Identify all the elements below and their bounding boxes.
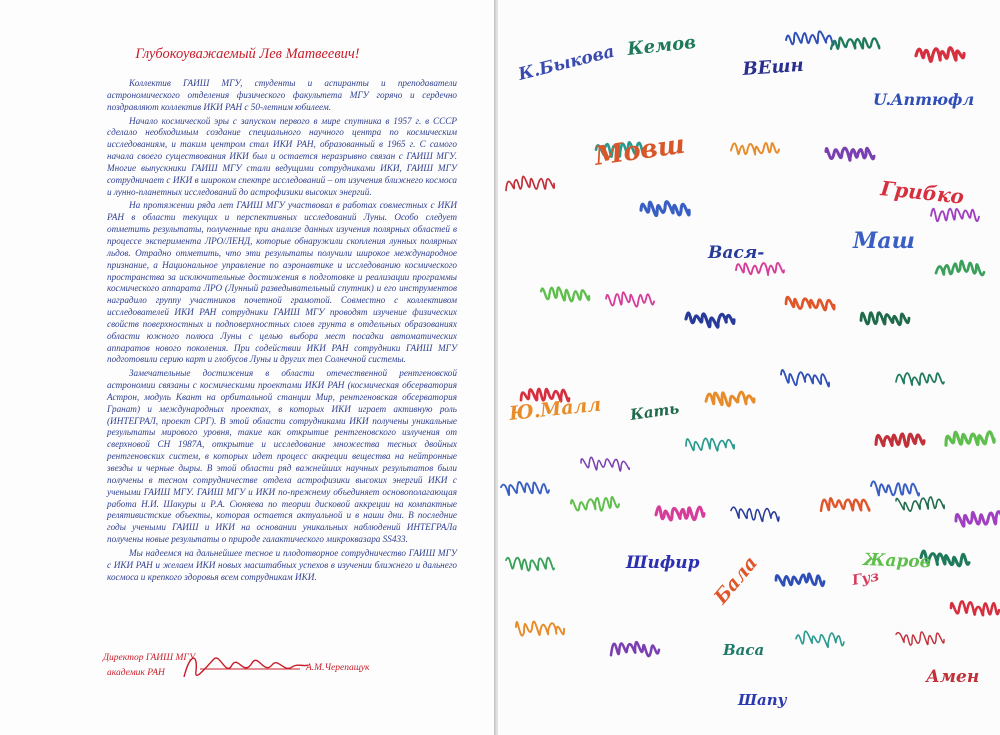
scribble-signature bbox=[946, 432, 994, 445]
autograph-layer bbox=[507, 32, 979, 709]
scribble-signature bbox=[571, 497, 619, 511]
scribble-signature bbox=[931, 209, 979, 222]
scribble-signature bbox=[896, 373, 944, 385]
letter-paragraph: Начало космической эры с запуском первого в мире спутника в 1957 г. в СССР сделало необходимым создание специального научного центра по космическим исследованиям, и таким центром стал ИКИ РАН, образованный в 1965 г. С самого начала своего существования ИКИ был и остается неразрывно связан с ГАИШ МГУ. Многие выпускники ГАИШ МГУ стали ведущими сотрудниками ИКИ, ГАИШ МГУ сотрудничает с ИКИ в широком спектре исследований – от изучения ближнего космоса и лунно-планетных исследований до астрофизики высоких энергий. bbox=[107, 115, 457, 197]
autograph-signature: К.Быкова bbox=[516, 41, 617, 85]
scribble-signature bbox=[781, 370, 829, 387]
autograph-signature: Ю.Малл bbox=[508, 393, 603, 425]
autograph-signature: Кемов bbox=[626, 31, 697, 60]
letter-title: Глубокоуважаемый Лев Матвеевич! bbox=[135, 46, 360, 62]
scribble-signature bbox=[916, 48, 964, 62]
autograph-signature: U.Anmюфл bbox=[873, 90, 975, 109]
scribble-signature bbox=[731, 507, 779, 521]
scribble-signature bbox=[776, 574, 824, 586]
director-signature-block bbox=[0, 653, 495, 713]
signatory-role: Директор ГАИШ МГУ bbox=[103, 653, 196, 663]
autograph-signature: Жаров bbox=[862, 550, 932, 573]
autograph-signature: Шифир bbox=[626, 553, 700, 573]
scribble-signature bbox=[826, 148, 874, 160]
autograph-signature: Амен bbox=[926, 667, 980, 687]
autograph-signature: Кать bbox=[629, 399, 681, 424]
scribble-signature bbox=[731, 143, 779, 155]
autograph-signature: Грибко bbox=[879, 176, 966, 209]
signatory-rank: академик РАН bbox=[107, 668, 165, 678]
autograph-signature: Шапу bbox=[738, 691, 787, 709]
scribble-signature bbox=[936, 261, 984, 275]
autograph-signature: Бала bbox=[709, 552, 763, 609]
scribble-signature bbox=[896, 497, 944, 511]
scribble-signature bbox=[501, 482, 549, 495]
scribble-signature bbox=[786, 297, 834, 310]
scribble-signature bbox=[796, 631, 844, 647]
scribble-signature bbox=[581, 457, 629, 471]
autograph-signature: Гуз bbox=[850, 568, 881, 589]
scribble-signature bbox=[686, 438, 734, 450]
letter-page bbox=[0, 0, 495, 735]
scribble-signature bbox=[786, 31, 834, 45]
scribble-signature bbox=[736, 263, 784, 275]
scribble-signature bbox=[606, 292, 654, 306]
scribble-signature bbox=[871, 481, 919, 495]
signatory-name: А.М.Черепащук bbox=[306, 663, 370, 673]
autograph-signature: Васа bbox=[723, 641, 765, 659]
letter-paragraph: Коллектив ГАИШ МГУ, студенты и аспиранты и преподаватели астрономического отделения физического факультета МГУ горячо и сердечно поздравляют коллектив ИКИ РАН с 50-летним юбилеем. bbox=[107, 78, 457, 112]
scribble-signature bbox=[706, 392, 754, 406]
scribble-signature bbox=[876, 434, 924, 446]
autograph-signature: ВЕшн bbox=[741, 54, 805, 80]
autograph-signature: Мовш bbox=[592, 129, 687, 172]
scribble-signature bbox=[951, 601, 999, 615]
scribble-signature bbox=[956, 512, 1000, 527]
letter-body bbox=[107, 78, 457, 585]
scribble-signature bbox=[506, 176, 554, 190]
letter-paragraph: Замечательные достижения в области отечественной рентгеновской астрономии связаны с космическими проектами ИКИ РАН (космическая обсерватория Астрон, модуль Квант на орбитальной станции Мир, рентгеновская обсерватория Гранат) и международных проектах, в которых ИКИ играет активную роль (ИНТЕГРАЛ, проект СРГ). В этой области сотрудниками ИКИ получены уникальные результаты мирового уровня, такие как открытие рентгеновского излучения от сверхновой СН 1987А, открытие и исследование множества тесных двойных рентгеновских систем, в которых идет процесс аккреции вещества на нейтронные звезды и черные дыры. В этой области ряд важнейших научных результатов были получены в тесном сотрудничестве отдела астрофизики высоких энергий ИКИ с учеными ГАИШ МГУ. ГАИШ МГУ и ИКИ по-прежнему объединяет основополагающая работа Н.И. Шакуры и Р.А. Сюняева по теории дисковой аккреции на компактные релятивистские объекты, которая остается актуальной и в наши дни. В последние годы учеными ГАИШ и ИКИ на основании уникальных наблюдений ИНТЕГРАЛа получены новые результаты о природе галактического микроквазара SS433. bbox=[107, 368, 457, 545]
scribble-signature bbox=[656, 507, 704, 520]
scribble-signature bbox=[506, 558, 554, 571]
signature-canvas bbox=[498, 0, 1000, 735]
scribble-signature bbox=[611, 642, 659, 656]
letter-paragraph: Мы надеемся на дальнейшее тесное и плодотворное сотрудничество ГАИШ МГУ с ИКИ РАН и желаем ИКИ новых масштабных успехов в изучении ближнего и дальнего космоса и крепкого здоровья всем сотрудникам ИКИ. bbox=[107, 547, 457, 582]
autograph-signature: Маш bbox=[853, 228, 915, 254]
scribble-signature bbox=[641, 202, 689, 216]
autograph-signature: Вася- bbox=[708, 243, 765, 263]
scribble-signature bbox=[686, 313, 734, 327]
scribble-signature bbox=[861, 313, 909, 325]
scribble-signature bbox=[541, 287, 589, 301]
scribble-signature bbox=[516, 622, 564, 636]
director-handwritten-signature bbox=[180, 647, 310, 687]
scribble-signature bbox=[831, 38, 879, 49]
letter-paragraph: На протяжении ряда лет ГАИШ МГУ участвовал в работах совместных с ИКИ РАН в области текущих и перспективных исследований Луны. Особо следует отметить результаты, полученные при анализе данных изучения полярных областей в процессе эксперимента ЛРО/ЛЕНД, которые обнаружили скопления лунных полярных льдов. Отрадно отметить, что эти результаты получили широкое международное признание, а Национальное управление по аэронавтике и исследованию космического пространства за исключительные достижения в подготовке и реализации программы космического аппарата ЛРО (Лунный разведывательный спутник) и его инструментов наградило группу участников почетной грамотой. Совместно с коллективом исследователей ИКИ РАН сотрудники ГАИШ МГУ проводят изучение физических свойств поверхностных и подповерхностных слоев грунта в отдельных образованиях области южного полюса Луны с целью выбора мест посадки автоматических аппаратов нового поколения. При содействии ИКИ РАН сотрудники ГАИШ МГУ подготовили серию карт и глобусов Луны и других тел Солнечной системы. bbox=[107, 200, 457, 365]
scribble-signature bbox=[896, 632, 944, 645]
signature-field bbox=[498, 0, 1000, 735]
scribble-signature bbox=[821, 498, 869, 511]
